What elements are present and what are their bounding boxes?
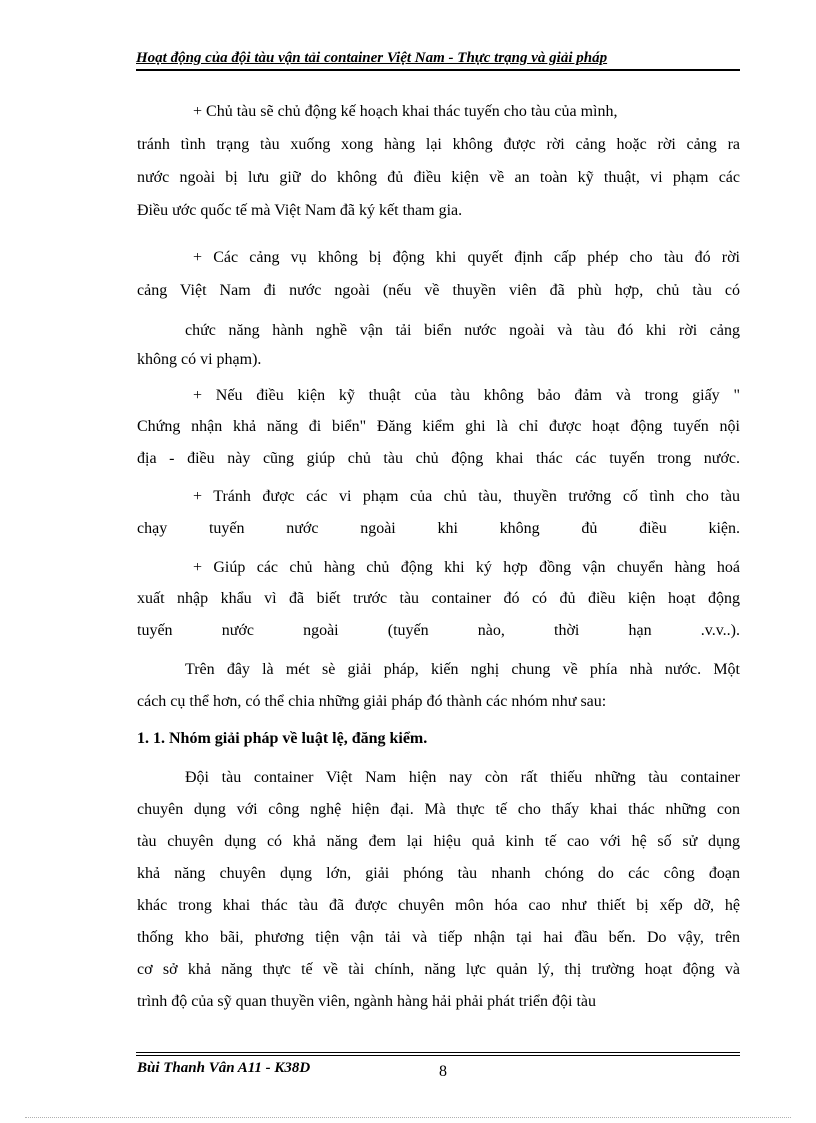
text-line: + Tránh được các vi phạm của chủ tàu, thuyền trưởng cố tình cho tàu: [193, 488, 740, 505]
text-line: + Chủ tàu sẽ chủ động kế hoạch khai thác tuyến cho tàu của mình,: [193, 103, 618, 120]
text-line: + Các cảng vụ không bị động khi quyết định cấp phép cho tàu đó rời: [193, 249, 740, 266]
text-line: Điều ước quốc tế mà Việt Nam đã ký kết tham gia.: [137, 202, 463, 219]
text-line: nước ngoài bị lưu giữ do không đủ điều kiện về an toàn kỹ thuật, vi phạm các: [137, 169, 740, 186]
text-line: Chứng nhận khả năng đi biển" Đăng kiểm ghi là chỉ được hoạt động tuyến nội: [137, 418, 740, 435]
section-heading: 1. 1. Nhóm giải pháp về luật lệ, đăng kiểm.: [137, 730, 428, 747]
text-line: tuyến nước ngoài (tuyến nào, thời hạn .v.v..).: [137, 622, 740, 639]
text-line: Đội tàu container Việt Nam hiện nay còn rất thiếu những tàu container: [185, 769, 740, 786]
footer-rule: [136, 1055, 740, 1056]
text-line: Trên đây là mét sè giải pháp, kiến nghị chung về phía nhà nước. Một: [185, 661, 740, 678]
text-line: khả năng chuyên dụng lớn, giải phóng tàu nhanh chóng do các công đoạn: [137, 865, 740, 882]
text-line: khác trong khai thác tàu đã được chuyên môn hóa cao như thiết bị xếp dỡ, hệ: [137, 897, 740, 914]
page-header: [136, 50, 740, 67]
text-line: chạy tuyến nước ngoài khi không đủ điều kiện.: [137, 520, 740, 537]
page-number: 8: [439, 1063, 447, 1080]
text-line: chuyên dụng với công nghệ hiện đại. Mà thực tế cho thấy khai thác những con: [137, 801, 740, 818]
footer-rule: [136, 1052, 740, 1053]
text-line: tàu chuyên dụng có khả năng đem lại hiệu quả kinh tế cao với hệ số sử dụng: [137, 833, 740, 850]
text-line: cơ sở khả năng thực tế về tài chính, năng lực quản lý, thị trường hoạt động và: [137, 961, 740, 978]
text-line: cách cụ thể hơn, có thể chia những giải pháp đó thành các nhóm như sau:: [137, 693, 607, 710]
text-line: + Nếu điều kiện kỹ thuật của tàu không bảo đảm và trong giấy ": [193, 387, 740, 404]
text-line: địa - điều này cũng giúp chủ tàu chủ động khai thác các tuyến trong nước.: [137, 450, 740, 467]
text-line: xuất nhập khẩu vì đã biết trước tàu container đó có đủ điều kiện hoạt động: [137, 590, 740, 607]
header-rule: [136, 69, 740, 71]
text-line: trình độ của sỹ quan thuyền viên, ngành hàng hải phải phát triển đội tàu: [137, 993, 596, 1010]
text-line: tránh tình trạng tàu xuống xong hàng lại không được rời cảng hoặc rời cảng ra: [137, 136, 740, 153]
text-line: thống kho bãi, phương tiện vận tải và tiếp nhận tại hai đầu bến. Do vậy, trên: [137, 929, 740, 946]
text-line: cảng Việt Nam đi nước ngoài (nếu về thuyền viên đã phù hợp, chủ tàu có: [137, 282, 740, 299]
text-line: + Giúp các chủ hàng chủ động khi ký hợp đồng vận chuyển hàng hoá: [193, 559, 740, 576]
page-bottom-border: [25, 1117, 791, 1118]
text-line: không có vi phạm).: [137, 351, 262, 368]
header-title: Hoạt động của đội tàu vận tải container Việt Nam - Thực trạng và giải pháp: [136, 50, 608, 66]
text-line: chức năng hành nghề vận tải biển nước ngoài và tàu đó khi rời cảng: [185, 322, 740, 339]
footer-author: Bùi Thanh Vân A11 - K38D: [137, 1060, 311, 1076]
